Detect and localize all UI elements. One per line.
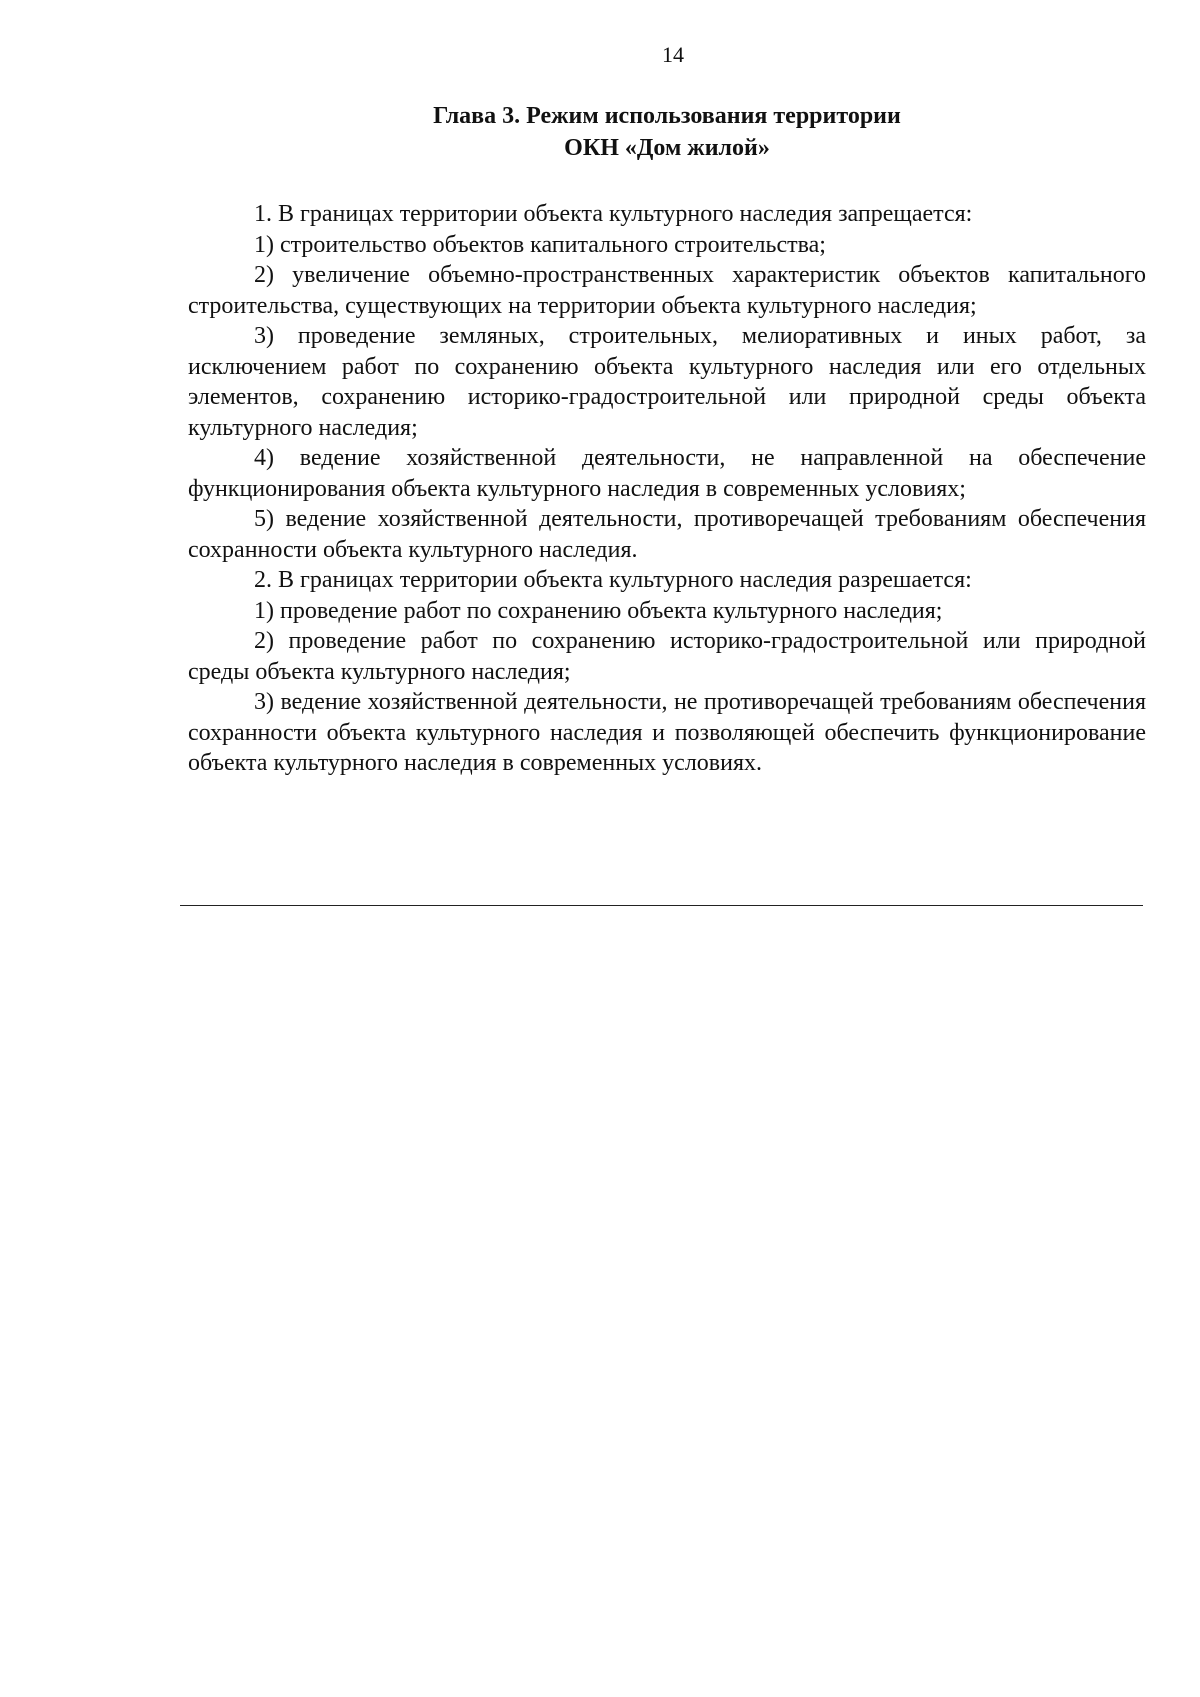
paragraph-permitted-item-3: 3) ведение хозяйственной деятельности, не противоречащей требованиям обеспечения сохранности объекта культурного наследия и позволяющей обеспечить функционирование объекта культурного наследия в современных условиях. bbox=[188, 689, 1146, 776]
chapter-heading-line-2: ОКН «Дом жилой» bbox=[564, 135, 770, 161]
paragraph-prohibited-intro: 1. В границах территории объекта культурного наследия запрещается: bbox=[254, 201, 973, 227]
end-of-text-rule bbox=[180, 905, 1143, 906]
paragraph-prohibited-item-1: 1) строительство объектов капитального строительства; bbox=[254, 231, 826, 258]
paragraph-prohibited-item-5: 5) ведение хозяйственной деятельности, противоречащей требованиям обеспечения сохранности объекта культурного наследия. bbox=[188, 506, 1146, 563]
paragraph-permitted-intro: 2. В границах территории объекта культурного наследия разрешается: bbox=[254, 567, 972, 593]
paragraph-prohibited-item-3: 3) проведение земляных, строительных, мелиоративных и иных работ, за исключением работ по сохранению объекта культурного наследия или его отдельных элементов, сохранению историко-градостроительной или природной среды объекта культурного наследия; bbox=[188, 323, 1146, 441]
paragraph-prohibited-item-4: 4) ведение хозяйственной деятельности, не направленной на обеспечение функционирования объекта культурного наследия в современных условиях; bbox=[188, 445, 1146, 502]
paragraph-permitted-item-2: 2) проведение работ по сохранению историко-градостроительной или природной среды объекта культурного наследия; bbox=[188, 628, 1146, 685]
page-number: 14 bbox=[662, 42, 684, 67]
chapter-heading-line-1: Глава 3. Режим использования территории bbox=[433, 103, 901, 129]
chapter-heading bbox=[188, 100, 1146, 164]
body-text bbox=[188, 199, 1146, 779]
paragraph-permitted-item-1: 1) проведение работ по сохранению объекта культурного наследия; bbox=[254, 597, 943, 624]
paragraph-prohibited-item-2: 2) увеличение объемно-пространственных характеристик объектов капитального строительства, существующих на территории объекта культурного наследия; bbox=[188, 262, 1146, 319]
